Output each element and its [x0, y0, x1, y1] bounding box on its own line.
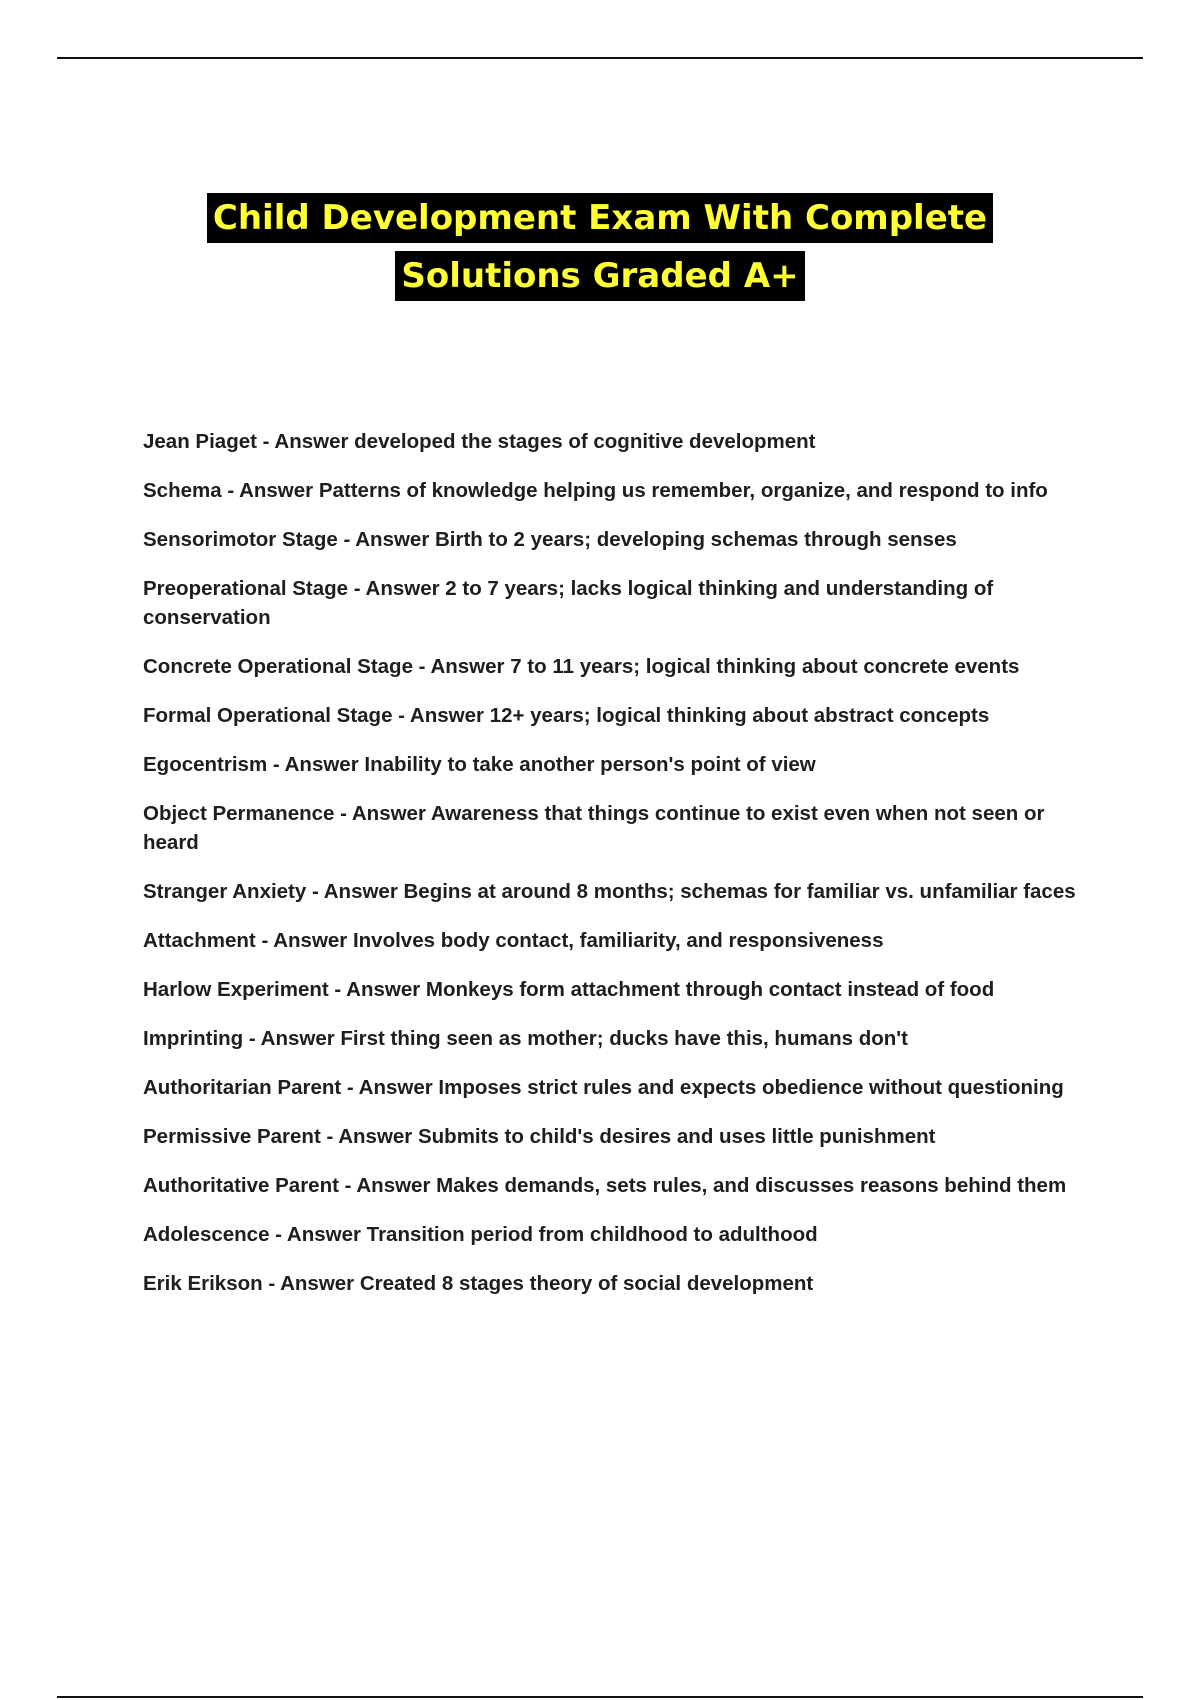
qa-item-schema: Schema - Answer Patterns of knowledge helping us remember, organize, and respond to info	[143, 479, 1048, 502]
qa-item-adolescence: Adolescence - Answer Transition period from childhood to adulthood	[143, 1223, 818, 1246]
qa-item-erik-erikson: Erik Erikson - Answer Created 8 stages theory of social development	[143, 1272, 814, 1295]
qa-item-jean-piaget: Jean Piaget - Answer developed the stages of cognitive development	[143, 430, 816, 453]
document-title	[0, 193, 1200, 309]
qa-item-object-permanence: Object Permanence - Answer Awareness that things continue to exist even when not seen or heard	[143, 802, 1045, 854]
qa-list	[143, 427, 1103, 1318]
qa-item-stranger-anxiety: Stranger Anxiety - Answer Begins at around 8 months; schemas for familiar vs. unfamiliar faces	[143, 880, 1076, 903]
title-line-1: Child Development Exam With Complete	[207, 193, 993, 243]
qa-item-attachment: Attachment - Answer Involves body contact, familiarity, and responsiveness	[143, 929, 884, 952]
qa-item-permissive-parent: Permissive Parent - Answer Submits to child's desires and uses little punishment	[143, 1125, 936, 1148]
qa-item-egocentrism: Egocentrism - Answer Inability to take another person's point of view	[143, 753, 816, 776]
header-divider	[57, 57, 1143, 59]
qa-item-harlow-experiment: Harlow Experiment - Answer Monkeys form attachment through contact instead of food	[143, 978, 995, 1001]
qa-item-formal-operational-stage: Formal Operational Stage - Answer 12+ years; logical thinking about abstract concepts	[143, 704, 990, 727]
qa-item-authoritative-parent: Authoritative Parent - Answer Makes demands, sets rules, and discusses reasons behind them	[143, 1174, 1067, 1197]
qa-item-sensorimotor-stage: Sensorimotor Stage - Answer Birth to 2 years; developing schemas through senses	[143, 528, 957, 551]
qa-item-concrete-operational-stage: Concrete Operational Stage - Answer 7 to 11 years; logical thinking about concrete events	[143, 655, 1020, 678]
qa-item-imprinting: Imprinting - Answer First thing seen as mother; ducks have this, humans don't	[143, 1027, 908, 1050]
title-line-2: Solutions Graded A+	[395, 251, 804, 301]
footer-divider	[57, 1696, 1143, 1698]
qa-item-authoritarian-parent: Authoritarian Parent - Answer Imposes strict rules and expects obedience without questioning	[143, 1076, 1064, 1099]
qa-item-preoperational-stage: Preoperational Stage - Answer 2 to 7 years; lacks logical thinking and understanding of conservation	[143, 577, 994, 629]
